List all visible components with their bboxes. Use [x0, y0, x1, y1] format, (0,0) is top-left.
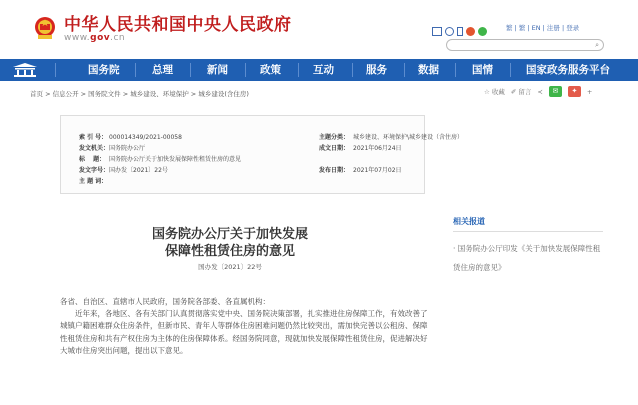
nav-separator	[55, 63, 56, 77]
nav-home[interactable]	[0, 59, 50, 81]
mobile-icon[interactable]	[457, 27, 463, 36]
nav-separator	[455, 63, 456, 77]
circle-icon[interactable]	[445, 27, 454, 36]
search-icon[interactable]: ⌕	[595, 41, 599, 49]
national-emblem-icon[interactable]	[34, 16, 56, 40]
divider	[453, 231, 603, 232]
page-tools	[484, 86, 592, 97]
body-paragraph: 近年来，各地区、各有关部门认真贯彻落实党中央、国务院决策部署，扎实推进住房保障工作，有效改善了城镇户籍困难群众住房条件，但新市民、青年人等群体住房困难问题仍然比较突出，需加快完善以公租房、保障性租赁住房和共有产权住房为主体的住房保障体系。经国务院同意，现就加快发展保障性租赁住房，促进解决好大城市住房突出问题，提出以下意见。	[60, 309, 428, 355]
nav-item-news[interactable]: 新闻	[207, 64, 228, 76]
nav-item-interaction[interactable]: 互动	[313, 64, 334, 76]
meta-subject: 主 题 词：	[79, 178, 108, 185]
weibo-icon[interactable]	[466, 27, 475, 36]
nav-separator	[404, 63, 405, 77]
weibo-share-icon[interactable]: ✦	[568, 86, 581, 97]
search-input[interactable]	[446, 39, 604, 51]
share-icon[interactable]: ≺	[537, 87, 543, 96]
nav-separator	[190, 63, 191, 77]
nav-item-gov-service-platform[interactable]: 国家政务服务平台	[526, 64, 610, 76]
related-link[interactable]: · 国务院办公厅印发《关于加快发展保障性租赁住房的意见》	[453, 244, 601, 272]
favorite-button[interactable]: ☆ 收藏	[484, 88, 505, 96]
related-title: 相关报道	[453, 217, 485, 226]
main-nav	[0, 59, 638, 81]
document-number: 国办发〔2021〕22号	[198, 263, 262, 271]
nav-item-policy[interactable]: 政策	[260, 64, 281, 76]
home-building-icon	[13, 63, 37, 77]
meta-doc-number: 发文字号：国办发〔2021〕22号	[79, 167, 168, 174]
site-title[interactable]: 中华人民共和国中央人民政府	[64, 15, 292, 35]
comment-button[interactable]: ✐ 留言	[510, 88, 532, 96]
nav-item-premier[interactable]: 总理	[152, 64, 173, 76]
meta-category: 主题分类： 城乡建设、环境保护\城乡建设（含住房）	[319, 134, 464, 141]
meta-title: 标 题： 国务院办公厅关于加快发展保障性租赁住房的意见	[79, 156, 242, 163]
nav-item-services[interactable]: 服务	[366, 64, 387, 76]
document-metadata	[60, 115, 464, 194]
nav-separator	[135, 63, 136, 77]
nav-item-national-conditions[interactable]: 国情	[472, 64, 493, 76]
top-icons	[432, 25, 487, 37]
top-links[interactable]: 繁 | 繁 | EN | 注册 | 登录	[506, 24, 580, 32]
nav-separator	[352, 63, 353, 77]
meta-pub-date: 发布日期： 2021年07月02日	[319, 167, 402, 174]
nav-item-data[interactable]: 数据	[418, 64, 439, 76]
nav-item-state-council[interactable]: 国务院	[88, 64, 120, 76]
wechat-icon[interactable]	[478, 27, 487, 36]
document-body	[60, 296, 430, 357]
related-reports	[453, 216, 603, 277]
site-url: www.gov.cn	[64, 33, 126, 43]
mail-icon[interactable]	[432, 27, 442, 36]
salutation: 各省、自治区、直辖市人民政府，国务院各部委、各直属机构：	[60, 297, 270, 306]
nav-separator	[510, 63, 511, 77]
more-share-icon[interactable]: +	[586, 87, 593, 96]
wechat-share-icon[interactable]: ✉	[549, 86, 562, 97]
nav-separator	[245, 63, 246, 77]
document-title: 国务院办公厅关于加快发展 保障性租赁住房的意见	[151, 227, 308, 259]
meta-index: 索 引 号： 000014349/2021-00058	[79, 134, 182, 141]
site-header	[0, 0, 638, 56]
nav-separator	[298, 63, 299, 77]
breadcrumb[interactable]: 首页 > 信息公开 > 国务院文件 > 城乡建设、环境保护 > 城乡建设(含住房)	[30, 90, 249, 98]
meta-issuer: 发文机关：国务院办公厅	[79, 145, 146, 152]
meta-date-created: 成文日期： 2021年06月24日	[319, 145, 402, 152]
